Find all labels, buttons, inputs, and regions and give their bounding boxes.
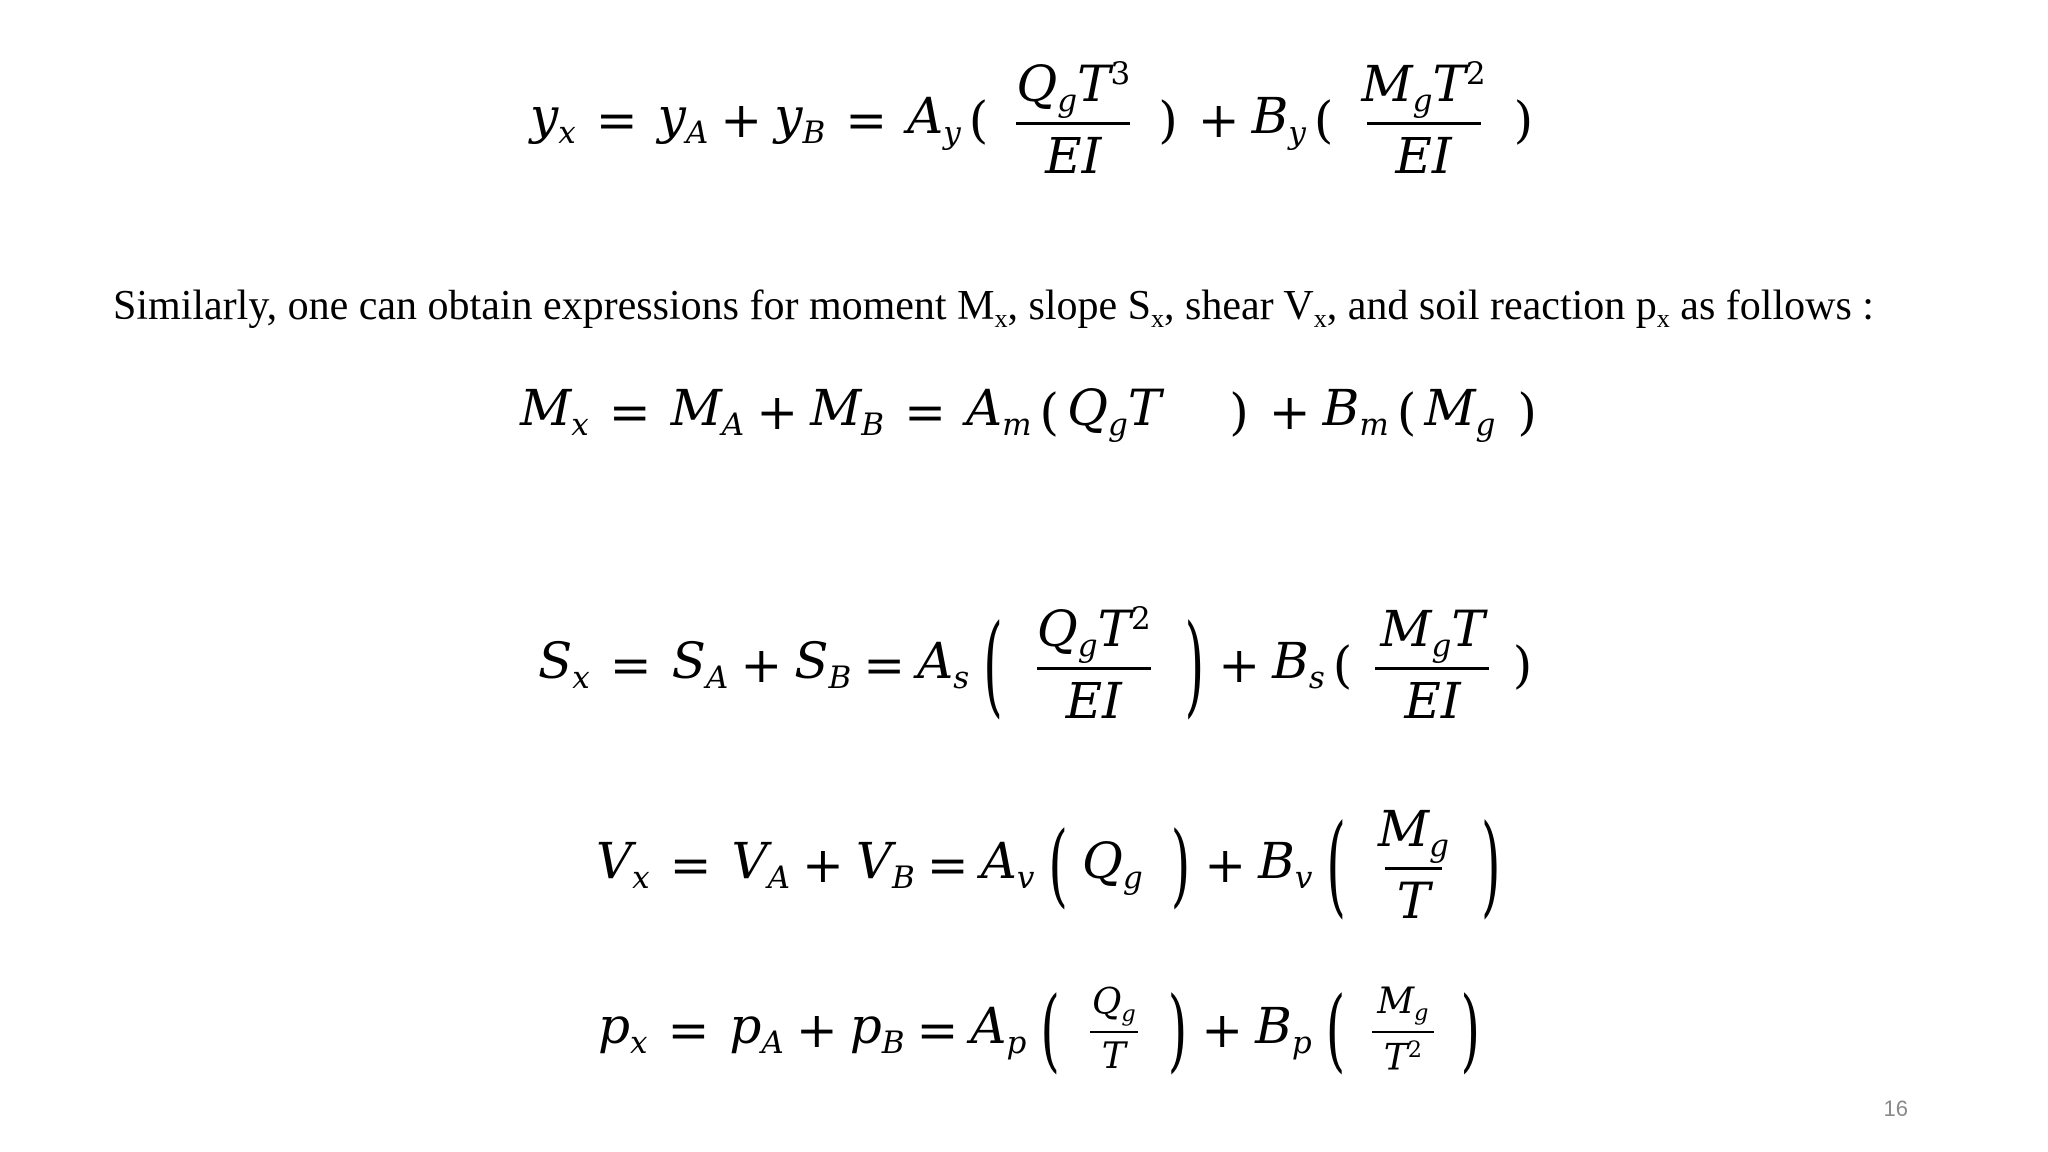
equation-soil-reaction: $p_x$ = $p_A$ + $p_B$ = $A_p$ ( $\frac{Q_g}{T}$ ) + $B_p$ ( $\frac{M_g}{T^2}$ ) bbox=[598, 977, 1480, 1083]
equation-deflection: $y_x$ = $y_A$ + $y_B$ = $A_y$ ( $\frac{Q_gT^3}{EI}$ ) + $B_y$ ( $\frac{M_gT^2}{EI}$ ) bbox=[530, 54, 1534, 186]
equation-slope: $S_x$ = $S_A$ + $S_B$ = $A_s$ ( $\frac{Q_gT^2}{EI}$ ) + $B_s$ ( $\frac{M_gT}{EI}$ ) bbox=[538, 599, 1533, 731]
intro-paragraph: Similarly, one can obtain expressions for moment Mx, slope Sx, shear Vx, and soil reaction px as follows : bbox=[113, 283, 1874, 333]
page-number: 16 bbox=[1883, 1096, 1908, 1121]
equation-shear: $V_x$ = $V_A$ + $V_B$ = $A_v$ ( $Q_g$ ) + $B_v$ ( $\frac{M_g}{T}$ ) bbox=[596, 799, 1501, 931]
equation-moment: $M_x$ = $M_A$ + $M_B$ = $A_m$ ( $Q_gT$ ) + $B_m$ ( $M_g$ ) bbox=[520, 379, 1537, 443]
